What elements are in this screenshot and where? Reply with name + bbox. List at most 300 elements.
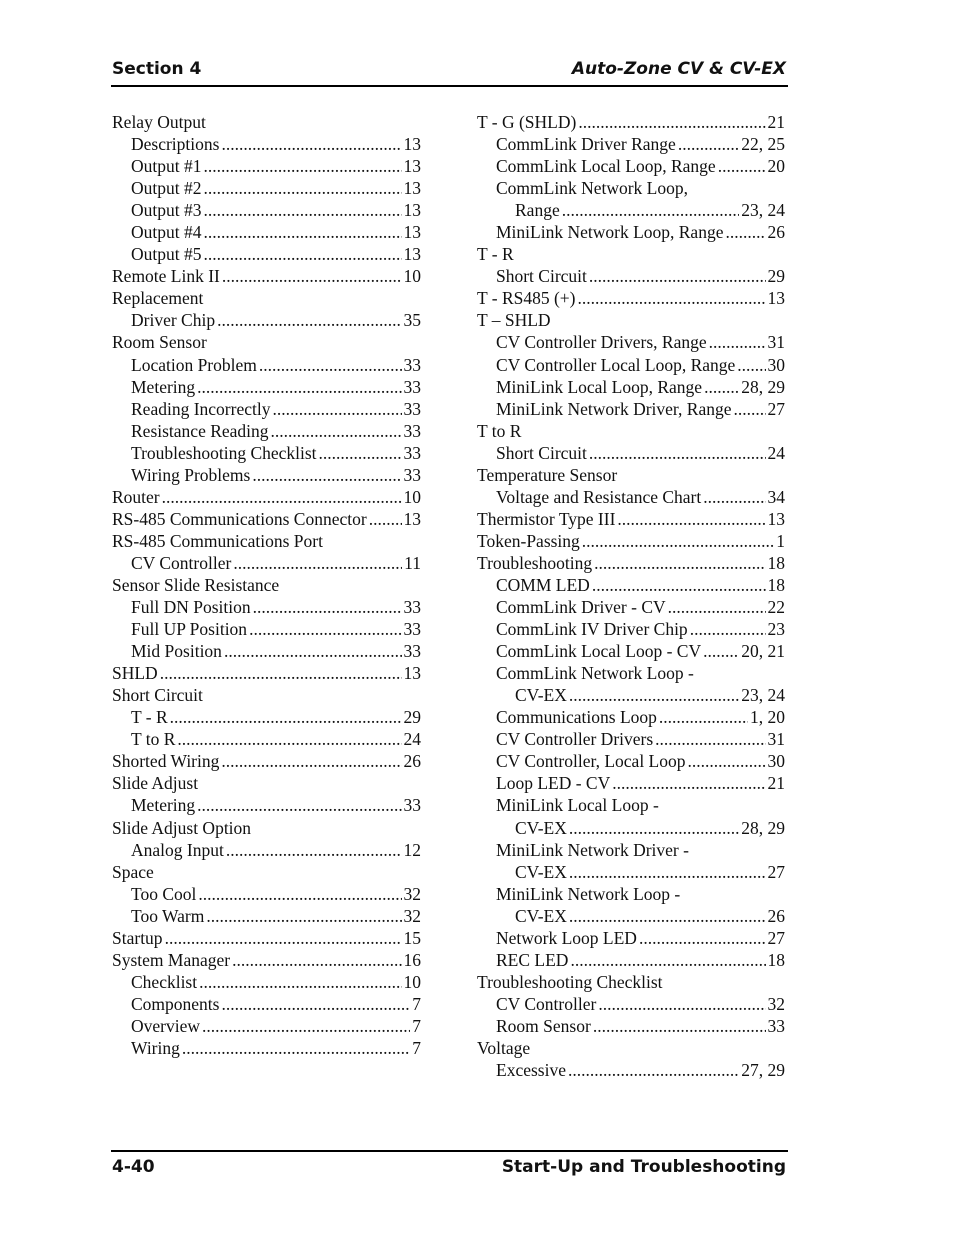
index-page-ref: 13 — [403, 508, 421, 529]
index-page-ref: 27 — [767, 861, 785, 882]
index-entry — [477, 905, 785, 927]
index-term: Wiring — [131, 1037, 180, 1058]
index-entry — [112, 155, 421, 177]
dot-leader — [177, 728, 401, 750]
index-page-ref: 26 — [767, 905, 785, 926]
index-term: CV-EX — [515, 861, 567, 882]
index-term: MiniLink Network Loop, Range — [496, 222, 724, 243]
index-term: SHLD — [112, 663, 158, 684]
index-term: Space — [112, 861, 154, 882]
index-entry — [477, 794, 785, 816]
index-page-ref: 13 — [403, 178, 421, 199]
index-term: MiniLink Local Loop - — [496, 795, 659, 816]
index-page-ref: 33 — [403, 354, 421, 375]
dot-leader — [222, 265, 402, 287]
index-page-ref: 21 — [767, 773, 785, 794]
index-term: CV Controller Local Loop, Range — [496, 354, 736, 375]
index-page-ref: 29 — [403, 707, 421, 728]
index-term: Mid Position — [131, 641, 222, 662]
index-entry — [477, 177, 785, 199]
index-term: Network Loop LED — [496, 927, 637, 948]
document-title: Auto-Zone CV & CV-EX — [571, 59, 786, 79]
index-entry — [112, 839, 421, 861]
index-term: CommLink Driver Range — [496, 134, 676, 155]
dot-leader — [369, 508, 402, 530]
index-term: Room Sensor — [496, 1015, 591, 1036]
index-term: CommLink IV Driver Chip — [496, 619, 688, 640]
index-entry — [112, 199, 421, 221]
index-term: Room Sensor — [112, 332, 207, 353]
index-entry — [477, 949, 785, 971]
dot-leader — [569, 861, 766, 883]
index-page-ref: 13 — [767, 288, 785, 309]
index-page-ref: 10 — [403, 971, 421, 992]
index-page-ref: 10 — [403, 266, 421, 287]
dot-leader — [198, 883, 401, 905]
index-page-ref: 20, 21 — [741, 641, 785, 662]
index-entry — [112, 376, 421, 398]
index-entry — [477, 618, 785, 640]
index-page-ref: 33 — [403, 376, 421, 397]
index-page-ref: 21 — [767, 112, 785, 132]
index-term: Reading Incorrectly — [131, 398, 271, 419]
dot-leader — [690, 618, 766, 640]
dot-leader — [197, 376, 401, 398]
index-page-ref: 22, 25 — [741, 134, 785, 155]
index-page-ref: 13 — [403, 663, 421, 684]
index-entry — [112, 1015, 421, 1037]
dot-leader — [253, 596, 402, 618]
index-entry — [477, 640, 785, 662]
index-term: Troubleshooting — [477, 552, 593, 573]
dot-leader — [570, 949, 765, 971]
dot-leader — [734, 398, 766, 420]
index-term: Full DN Position — [131, 597, 251, 618]
index-entry — [112, 640, 421, 662]
index-term: Troubleshooting Checklist — [477, 971, 663, 992]
index-term: Voltage and Resistance Chart — [496, 486, 702, 507]
dot-leader — [592, 574, 766, 596]
index-entry — [477, 927, 785, 949]
index-term: Overview — [131, 1015, 201, 1036]
dot-leader — [568, 1059, 739, 1081]
index-page-ref: 27 — [767, 398, 785, 419]
dot-leader — [569, 905, 766, 927]
index-term: CommLink Network Loop - — [496, 663, 694, 684]
index-term: Output #2 — [131, 178, 202, 199]
page-footer — [111, 1150, 788, 1182]
index-term: Voltage — [477, 1037, 531, 1058]
dot-leader — [233, 552, 402, 574]
index-term: COMM LED — [496, 574, 590, 595]
index-term: Metering — [131, 795, 196, 816]
index-entry — [477, 993, 785, 1015]
index-entry — [477, 1059, 785, 1081]
index-term: CV-EX — [515, 817, 567, 838]
index-entry — [477, 1015, 785, 1037]
dot-leader — [221, 993, 410, 1015]
dot-leader — [725, 221, 765, 243]
index-term: Driver Chip — [131, 310, 216, 331]
dot-leader — [226, 839, 402, 861]
section-label: Section 4 — [112, 59, 202, 79]
index-entry — [112, 1037, 421, 1059]
index-entry — [112, 684, 421, 706]
index-page-ref: 13 — [403, 244, 421, 265]
index-term: Token-Passing — [477, 530, 580, 551]
dot-leader — [232, 949, 401, 971]
index-entry — [112, 574, 421, 596]
index-entry — [112, 486, 421, 508]
index-entry — [112, 398, 421, 420]
index-page-ref: 33 — [403, 398, 421, 419]
index-entry — [477, 464, 785, 486]
index-entry — [112, 993, 421, 1015]
dot-leader — [170, 706, 402, 728]
dot-leader — [182, 1037, 410, 1059]
index-term: CommLink Local Loop - CV — [496, 641, 702, 662]
index-column-right — [477, 111, 785, 1081]
index-entry — [477, 684, 785, 706]
index-term: Replacement — [112, 288, 204, 309]
index-entry — [477, 331, 785, 353]
index-entry — [112, 949, 421, 971]
index-page-ref: 32 — [403, 883, 421, 904]
dot-leader — [659, 706, 748, 728]
index-entry — [477, 398, 785, 420]
index-page-ref: 7 — [412, 1037, 421, 1058]
index-term: CommLink Driver - CV — [496, 597, 666, 618]
index-page-ref: 31 — [767, 332, 785, 353]
index-term: MiniLink Local Loop, Range — [496, 376, 703, 397]
page-header — [111, 57, 788, 87]
index-entry — [477, 839, 785, 861]
index-page-ref: 35 — [403, 310, 421, 331]
index-page-ref: 33 — [767, 1015, 785, 1036]
index-term: REC LED — [496, 949, 569, 970]
dot-leader — [202, 1015, 410, 1037]
index-entry — [477, 552, 785, 574]
index-term: Shorted Wiring — [112, 751, 220, 772]
dot-leader — [272, 398, 401, 420]
index-page-ref: 26 — [403, 751, 421, 772]
index-term: CV Controller Drivers, Range — [496, 332, 707, 353]
index-column-left — [112, 111, 421, 1059]
index-page-ref: 27 — [767, 927, 785, 948]
dot-leader — [197, 794, 401, 816]
index-entry — [112, 728, 421, 750]
index-entry — [477, 221, 785, 243]
index-entry — [112, 971, 421, 993]
index-term: Output #1 — [131, 156, 202, 177]
index-entry — [112, 287, 421, 309]
index-term: Loop LED - CV — [496, 773, 611, 794]
dot-leader — [598, 993, 765, 1015]
dot-leader — [204, 177, 402, 199]
index-entry — [112, 662, 421, 684]
index-term: Location Problem — [131, 354, 257, 375]
index-entry — [112, 750, 421, 772]
index-entry — [112, 265, 421, 287]
index-page-ref: 20 — [767, 156, 785, 177]
index-term: MiniLink Network Driver, Range — [496, 398, 732, 419]
index-term: Communications Loop — [496, 707, 657, 728]
index-entry — [477, 199, 785, 221]
dot-leader — [709, 331, 766, 353]
dot-leader — [217, 309, 401, 331]
index-page-ref: 13 — [403, 200, 421, 221]
index-entry — [477, 817, 785, 839]
dot-leader — [204, 155, 402, 177]
index-page-ref: 30 — [767, 751, 785, 772]
index-term: CV-EX — [515, 685, 567, 706]
index-entry — [112, 861, 421, 883]
index-entry — [112, 817, 421, 839]
index-page-ref: 26 — [767, 222, 785, 243]
index-term: Too Cool — [131, 883, 197, 904]
index-term: T - RS485 (+) — [477, 288, 576, 309]
index-page-ref: 33 — [403, 619, 421, 640]
index-term: MiniLink Network Loop - — [496, 883, 681, 904]
index-term: Short Circuit — [496, 442, 587, 463]
index-term: Slide Adjust Option — [112, 817, 252, 838]
index-entry — [477, 420, 785, 442]
index-page-ref: 32 — [767, 993, 785, 1014]
index-page-ref: 23 — [767, 619, 785, 640]
index-page-ref: 16 — [403, 949, 421, 970]
index-entry — [112, 309, 421, 331]
index-term: Full UP Position — [131, 619, 248, 640]
index-entry — [112, 221, 421, 243]
index-page-ref: 23, 24 — [741, 685, 785, 706]
index-entry — [477, 971, 785, 993]
dot-leader — [221, 750, 401, 772]
dot-leader — [259, 354, 402, 376]
dot-leader — [224, 640, 402, 662]
index-entry — [112, 331, 421, 353]
index-term: T - R — [477, 244, 514, 265]
dot-leader — [737, 354, 765, 376]
index-entry — [477, 442, 785, 464]
index-entry — [112, 177, 421, 199]
dot-leader — [578, 111, 765, 133]
dot-leader — [252, 464, 401, 486]
index-term: T to R — [131, 729, 176, 750]
index-page-ref: 33 — [403, 442, 421, 463]
dot-leader — [160, 662, 402, 684]
index-term: Excessive — [496, 1060, 566, 1081]
index-entry — [477, 133, 785, 155]
index-entry — [477, 596, 785, 618]
dot-leader — [249, 618, 401, 640]
index-entry — [477, 309, 785, 331]
index-term: Startup — [112, 927, 163, 948]
index-entry — [477, 662, 785, 684]
dot-leader — [199, 971, 401, 993]
index-page-ref: 13 — [403, 222, 421, 243]
index-term: System Manager — [112, 949, 231, 970]
index-page-ref: 30 — [767, 354, 785, 375]
dot-leader — [639, 927, 766, 949]
dot-leader — [206, 905, 401, 927]
index-term: RS-485 Communications Port — [112, 530, 323, 551]
index-term: Relay Output — [112, 112, 206, 132]
index-entry — [112, 243, 421, 265]
dot-leader — [718, 155, 766, 177]
index-page-ref: 12 — [403, 839, 421, 860]
page-number: 4-40 — [112, 1157, 155, 1177]
dot-leader — [589, 442, 766, 464]
index-entry — [477, 706, 785, 728]
index-entry — [112, 133, 421, 155]
index-page-ref: 24 — [403, 729, 421, 750]
index-entry — [112, 883, 421, 905]
index-entry — [477, 243, 785, 265]
index-entry — [112, 596, 421, 618]
index-entry — [477, 111, 785, 133]
index-page-ref: 28, 29 — [741, 376, 785, 397]
index-term: Range — [515, 200, 560, 221]
dot-leader — [594, 552, 765, 574]
index-page-ref: 28, 29 — [741, 817, 785, 838]
index-page-ref: 7 — [412, 993, 421, 1014]
index-term: Remote Link II — [112, 266, 220, 287]
index-page-ref: 13 — [403, 134, 421, 155]
dot-leader — [678, 133, 739, 155]
index-entry — [477, 861, 785, 883]
index-term: T to R — [477, 420, 522, 441]
index-page-ref: 18 — [767, 552, 785, 573]
index-page-ref: 1 — [776, 530, 785, 551]
index-term: Short Circuit — [112, 685, 203, 706]
index-page-ref: 13 — [403, 156, 421, 177]
index-term: CV Controller — [131, 552, 232, 573]
index-entry — [477, 155, 785, 177]
dot-leader — [319, 442, 402, 464]
index-term: Temperature Sensor — [477, 464, 618, 485]
index-term: Router — [112, 486, 160, 507]
index-term: Sensor Slide Resistance — [112, 574, 280, 595]
index-entry — [112, 618, 421, 640]
index-term: CV-EX — [515, 905, 567, 926]
chapter-title: Start-Up and Troubleshooting — [501, 1157, 786, 1177]
index-term: CV Controller — [496, 993, 597, 1014]
index-term: CV Controller, Local Loop — [496, 751, 686, 772]
index-entry — [477, 574, 785, 596]
index-term: CommLink Network Loop, — [496, 178, 688, 199]
index-term: Components — [131, 993, 220, 1014]
index-term: Output #5 — [131, 244, 202, 265]
index-entry — [477, 287, 785, 309]
index-entry — [477, 1037, 785, 1059]
index-entry — [112, 464, 421, 486]
index-page-ref: 33 — [403, 641, 421, 662]
index-page-ref: 11 — [404, 552, 421, 573]
index-page-ref: 34 — [767, 486, 785, 507]
index-page-ref: 1, 20 — [750, 707, 785, 728]
index-term: Metering — [131, 376, 196, 397]
index-term: Wiring Problems — [131, 464, 251, 485]
index-term: Short Circuit — [496, 266, 587, 287]
dot-leader — [578, 287, 766, 309]
dot-leader — [688, 750, 766, 772]
index-page-ref: 33 — [403, 464, 421, 485]
index-term: Output #4 — [131, 222, 202, 243]
index-page-ref: 33 — [403, 597, 421, 618]
index-entry — [112, 706, 421, 728]
dot-leader — [703, 486, 765, 508]
index-page-ref: 33 — [403, 795, 421, 816]
index-entry — [112, 420, 421, 442]
dot-leader — [582, 530, 774, 552]
index-entry — [112, 354, 421, 376]
index-entry — [477, 883, 785, 905]
dot-leader — [655, 728, 765, 750]
index-entry — [477, 354, 785, 376]
index-entry — [112, 508, 421, 530]
dot-leader — [221, 133, 401, 155]
dot-leader — [569, 817, 739, 839]
index-page-ref: 22 — [767, 597, 785, 618]
dot-leader — [593, 1015, 766, 1037]
dot-leader — [271, 420, 402, 442]
index-entry — [112, 442, 421, 464]
index-entry — [477, 486, 785, 508]
index-entry — [477, 750, 785, 772]
index-term: CV Controller Drivers — [496, 729, 654, 750]
index-page-ref: 32 — [403, 905, 421, 926]
dot-leader — [204, 243, 402, 265]
index-entry — [477, 508, 785, 530]
dot-leader — [589, 265, 766, 287]
index-entry — [112, 794, 421, 816]
index-entry — [477, 265, 785, 287]
index-page-ref: 10 — [403, 486, 421, 507]
index-term: CommLink Local Loop, Range — [496, 156, 716, 177]
index-entry — [477, 376, 785, 398]
dot-leader — [668, 596, 766, 618]
dot-leader — [162, 486, 402, 508]
index-entry — [112, 530, 421, 552]
index-entry — [112, 905, 421, 927]
index-term: Analog Input — [131, 839, 224, 860]
index-page-ref: 29 — [767, 266, 785, 287]
index-entry — [477, 772, 785, 794]
index-term: T - R — [131, 707, 168, 728]
index-entry — [477, 728, 785, 750]
index-page-ref: 31 — [767, 729, 785, 750]
index-term: Descriptions — [131, 134, 220, 155]
dot-leader — [612, 772, 765, 794]
index-term: Resistance Reading — [131, 420, 269, 441]
index-term: MiniLink Network Driver - — [496, 839, 689, 860]
index-page-ref: 15 — [403, 927, 421, 948]
index-page-ref: 24 — [767, 442, 785, 463]
index-term: RS-485 Communications Connector — [112, 508, 367, 529]
dot-leader — [204, 199, 402, 221]
index-page-ref: 18 — [767, 574, 785, 595]
index-term: Troubleshooting Checklist — [131, 442, 317, 463]
index-entry — [112, 927, 421, 949]
dot-leader — [703, 640, 739, 662]
dot-leader — [704, 376, 739, 398]
index-term: Thermistor Type III — [477, 508, 616, 529]
dot-leader — [569, 684, 739, 706]
dot-leader — [617, 508, 765, 530]
index-page-ref: 33 — [403, 420, 421, 441]
index-entry — [477, 530, 785, 552]
index-entry — [112, 772, 421, 794]
